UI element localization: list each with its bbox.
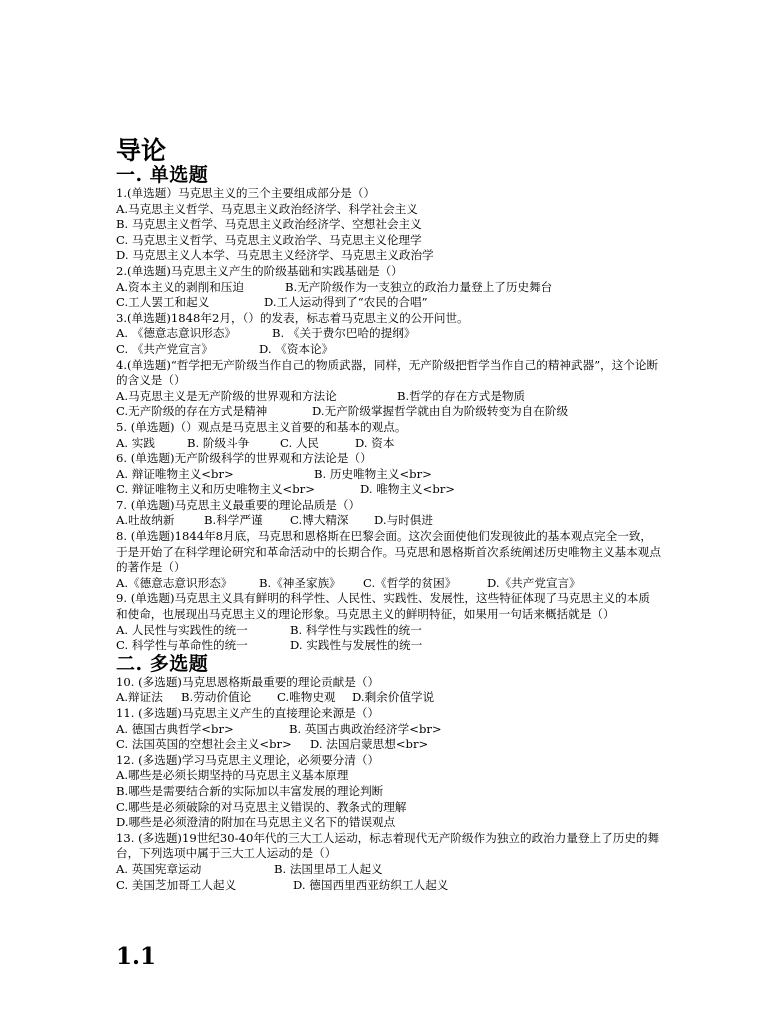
question-stem: 7. (单选题)马克思主义最重要的理论品质是（）: [116, 497, 361, 512]
question-stem: 13. (多选题)19世纪30-40年代的三大工人运动，标志着现代无产阶级作为独立的政治力量登上了历史的舞台，下列选项中属于三大工人运动的是（）: [116, 830, 660, 861]
option: C.工人罢工和起义: [116, 295, 210, 310]
option-row: [116, 404, 661, 420]
option: D.《共产党宣言》: [487, 575, 581, 590]
option: D.与时俱进: [374, 513, 433, 528]
option: C.《哲学的贫困》: [363, 575, 457, 590]
option: A. 人民性与实践性的统一: [116, 622, 248, 637]
question-stem: 1.(单选题）马克思主义的三个主要组成部分是（）: [116, 186, 376, 200]
page-title: 导论: [116, 136, 167, 165]
document-content: [116, 137, 661, 893]
question-stem: 6. (单选题)无产阶级科学的世界观和方法论是（）: [116, 451, 372, 466]
option: D.无产阶级掌握哲学就由自为阶级转变为自在阶级: [312, 404, 569, 419]
option: C.唯物史观: [277, 690, 336, 705]
option: A. 《德意志意识形态》: [116, 326, 237, 341]
option: C.无产阶级的存在方式是精神: [116, 404, 268, 419]
option: A. 辩证唯物主义<br>: [116, 466, 234, 481]
option: C. 辩证唯物主义和历史唯物主义<br>: [116, 482, 315, 497]
option: A.吐故纳新: [116, 513, 175, 528]
section-heading-single-choice: 一. 单选题: [116, 164, 209, 186]
option: D. 法国启蒙思想<br>: [310, 737, 429, 752]
option: D.工人运动得到了“农民的合唱”: [264, 295, 428, 310]
option: A.资本主义的剥削和压迫: [116, 279, 244, 294]
section-heading-multiple-choice: 二. 多选题: [116, 652, 209, 675]
option-row: [116, 342, 661, 358]
option-row: [116, 690, 661, 706]
option: A. 实践: [116, 435, 155, 450]
option-row: [116, 326, 661, 342]
question-stem: 9. (单选题)马克思主义具有鲜明的科学性、人民性、实践性、发展性，这些特征体现了马克思主义的本质和使命，也展现出马克思主义的理论形象。马克思主义的鲜明特征，如果用一句话来概括就是（）: [116, 591, 650, 622]
option: D. 实践性与发展性的统一: [290, 638, 423, 653]
option: C.哪些是必须破除的对马克思主义错误的、教条式的理解: [116, 799, 407, 814]
question-stem: 2.(单选题)马克思主义产生的阶级基础和实践基础是（）: [116, 263, 403, 278]
option: B.《神圣家族》: [259, 575, 341, 590]
option: A.马克思主义是无产阶级的世界观和方法论: [116, 388, 337, 403]
option-row: [116, 482, 661, 498]
option-row: [116, 513, 661, 529]
option: C. 美国芝加哥工人起义: [116, 877, 237, 892]
option: B.哪些是需要结合新的实际加以丰富发展的理论判断: [116, 783, 384, 798]
option: D.剩余价值学说: [352, 690, 435, 705]
option: A.马克思主义哲学、马克思主义政治经济学、科学社会主义: [116, 201, 418, 216]
option: B. 《关于费尔巴哈的提纲》: [272, 326, 416, 341]
option: A.《德意志意识形态》: [116, 575, 233, 590]
option: C. 人民: [280, 435, 320, 450]
option: B. 法国里昂工人起义: [274, 861, 383, 876]
option: B. 历史唯物主义<br>: [314, 466, 432, 481]
option-row: [116, 878, 661, 894]
option-row: [116, 280, 661, 296]
option-row: [116, 737, 661, 753]
option: A. 德国古典哲学<br>: [116, 721, 234, 736]
question-stem: 3.(单选题)1848年2月，（）的发表，标志着马克思主义的公开问世。: [116, 310, 469, 325]
option-row: [116, 436, 661, 452]
option: B.科学严谨: [204, 513, 263, 528]
option-row: [116, 295, 661, 311]
option: B. 马克思主义哲学、马克思主义政治经济学、空想社会主义: [116, 217, 422, 232]
question-stem: 4.(单选题)“哲学把无产阶级当作自己的物质武器，同样，无产阶级把哲学当作自己的精神武器”，这个论断的含义是（）: [116, 357, 659, 388]
option-row: [116, 722, 661, 738]
option-row: [116, 389, 661, 405]
option: C. 法国英国的空想社会主义<br>: [116, 737, 292, 752]
question-stem: 10. (多选题)马克思恩格斯最重要的理论贡献是（）: [116, 674, 380, 689]
option: A.辩证法: [116, 690, 163, 705]
option-row: [116, 576, 661, 592]
option: B. 英国古典政治经济学<br>: [289, 721, 442, 736]
question-stem: 11. (多选题)马克思主义产生的直接理论来源是（）: [116, 706, 380, 720]
option: B.哲学的存在方式是物质: [397, 388, 526, 403]
option: A. 英国宪章运动: [116, 861, 202, 876]
option: D. 《资本论》: [259, 341, 334, 356]
option: B.劳动价值论: [181, 690, 252, 705]
option: C. 马克思主义哲学、马克思主义政治学、马克思主义伦理学: [116, 232, 422, 247]
option: B. 科学性与实践性的统一: [290, 622, 422, 637]
question-stem: 5. (单选题)（）观点是马克思主义首要的和基本的观点。: [116, 419, 407, 434]
option-row: [116, 638, 661, 654]
option: D. 资本: [355, 435, 395, 450]
option: B.无产阶级作为一支独立的政治力量登上了历史舞台: [285, 279, 553, 294]
option-row: [116, 623, 661, 639]
option-row: [116, 862, 661, 878]
next-section-heading: 1.1: [116, 943, 157, 970]
option: A.哪些是必须长期坚持的马克思主义基本原理: [116, 768, 349, 783]
option: C. 《共产党宣言》: [116, 341, 213, 356]
question-stem: 12. (多选题)学习马克思主义理论，必须要分清（）: [116, 752, 380, 767]
option: C. 科学性与革命性的统一: [116, 638, 248, 653]
option: D. 马克思主义人本学、马克思主义经济学、马克思主义政治学: [116, 248, 434, 263]
option-row: [116, 467, 661, 483]
option: B. 阶级斗争: [187, 435, 250, 450]
option: C.博大精深: [290, 513, 349, 528]
option: D. 唯物主义<br>: [360, 482, 456, 497]
question-stem: 8. (单选题)1844年8月底，马克思和恩格斯在巴黎会面。这次会面使他们发现彼此的基本观点完全一致，于是开始了在科学理论研究和革命活动中的长期合作。马克思和恩格斯首次系统阐述历史唯物主义基本观点的著作是（）: [116, 529, 661, 575]
option: D. 德国西里西亚纺织工人起义: [293, 877, 449, 892]
option: D.哪些是必须澄清的附加在马克思主义名下的错误观点: [116, 815, 396, 830]
